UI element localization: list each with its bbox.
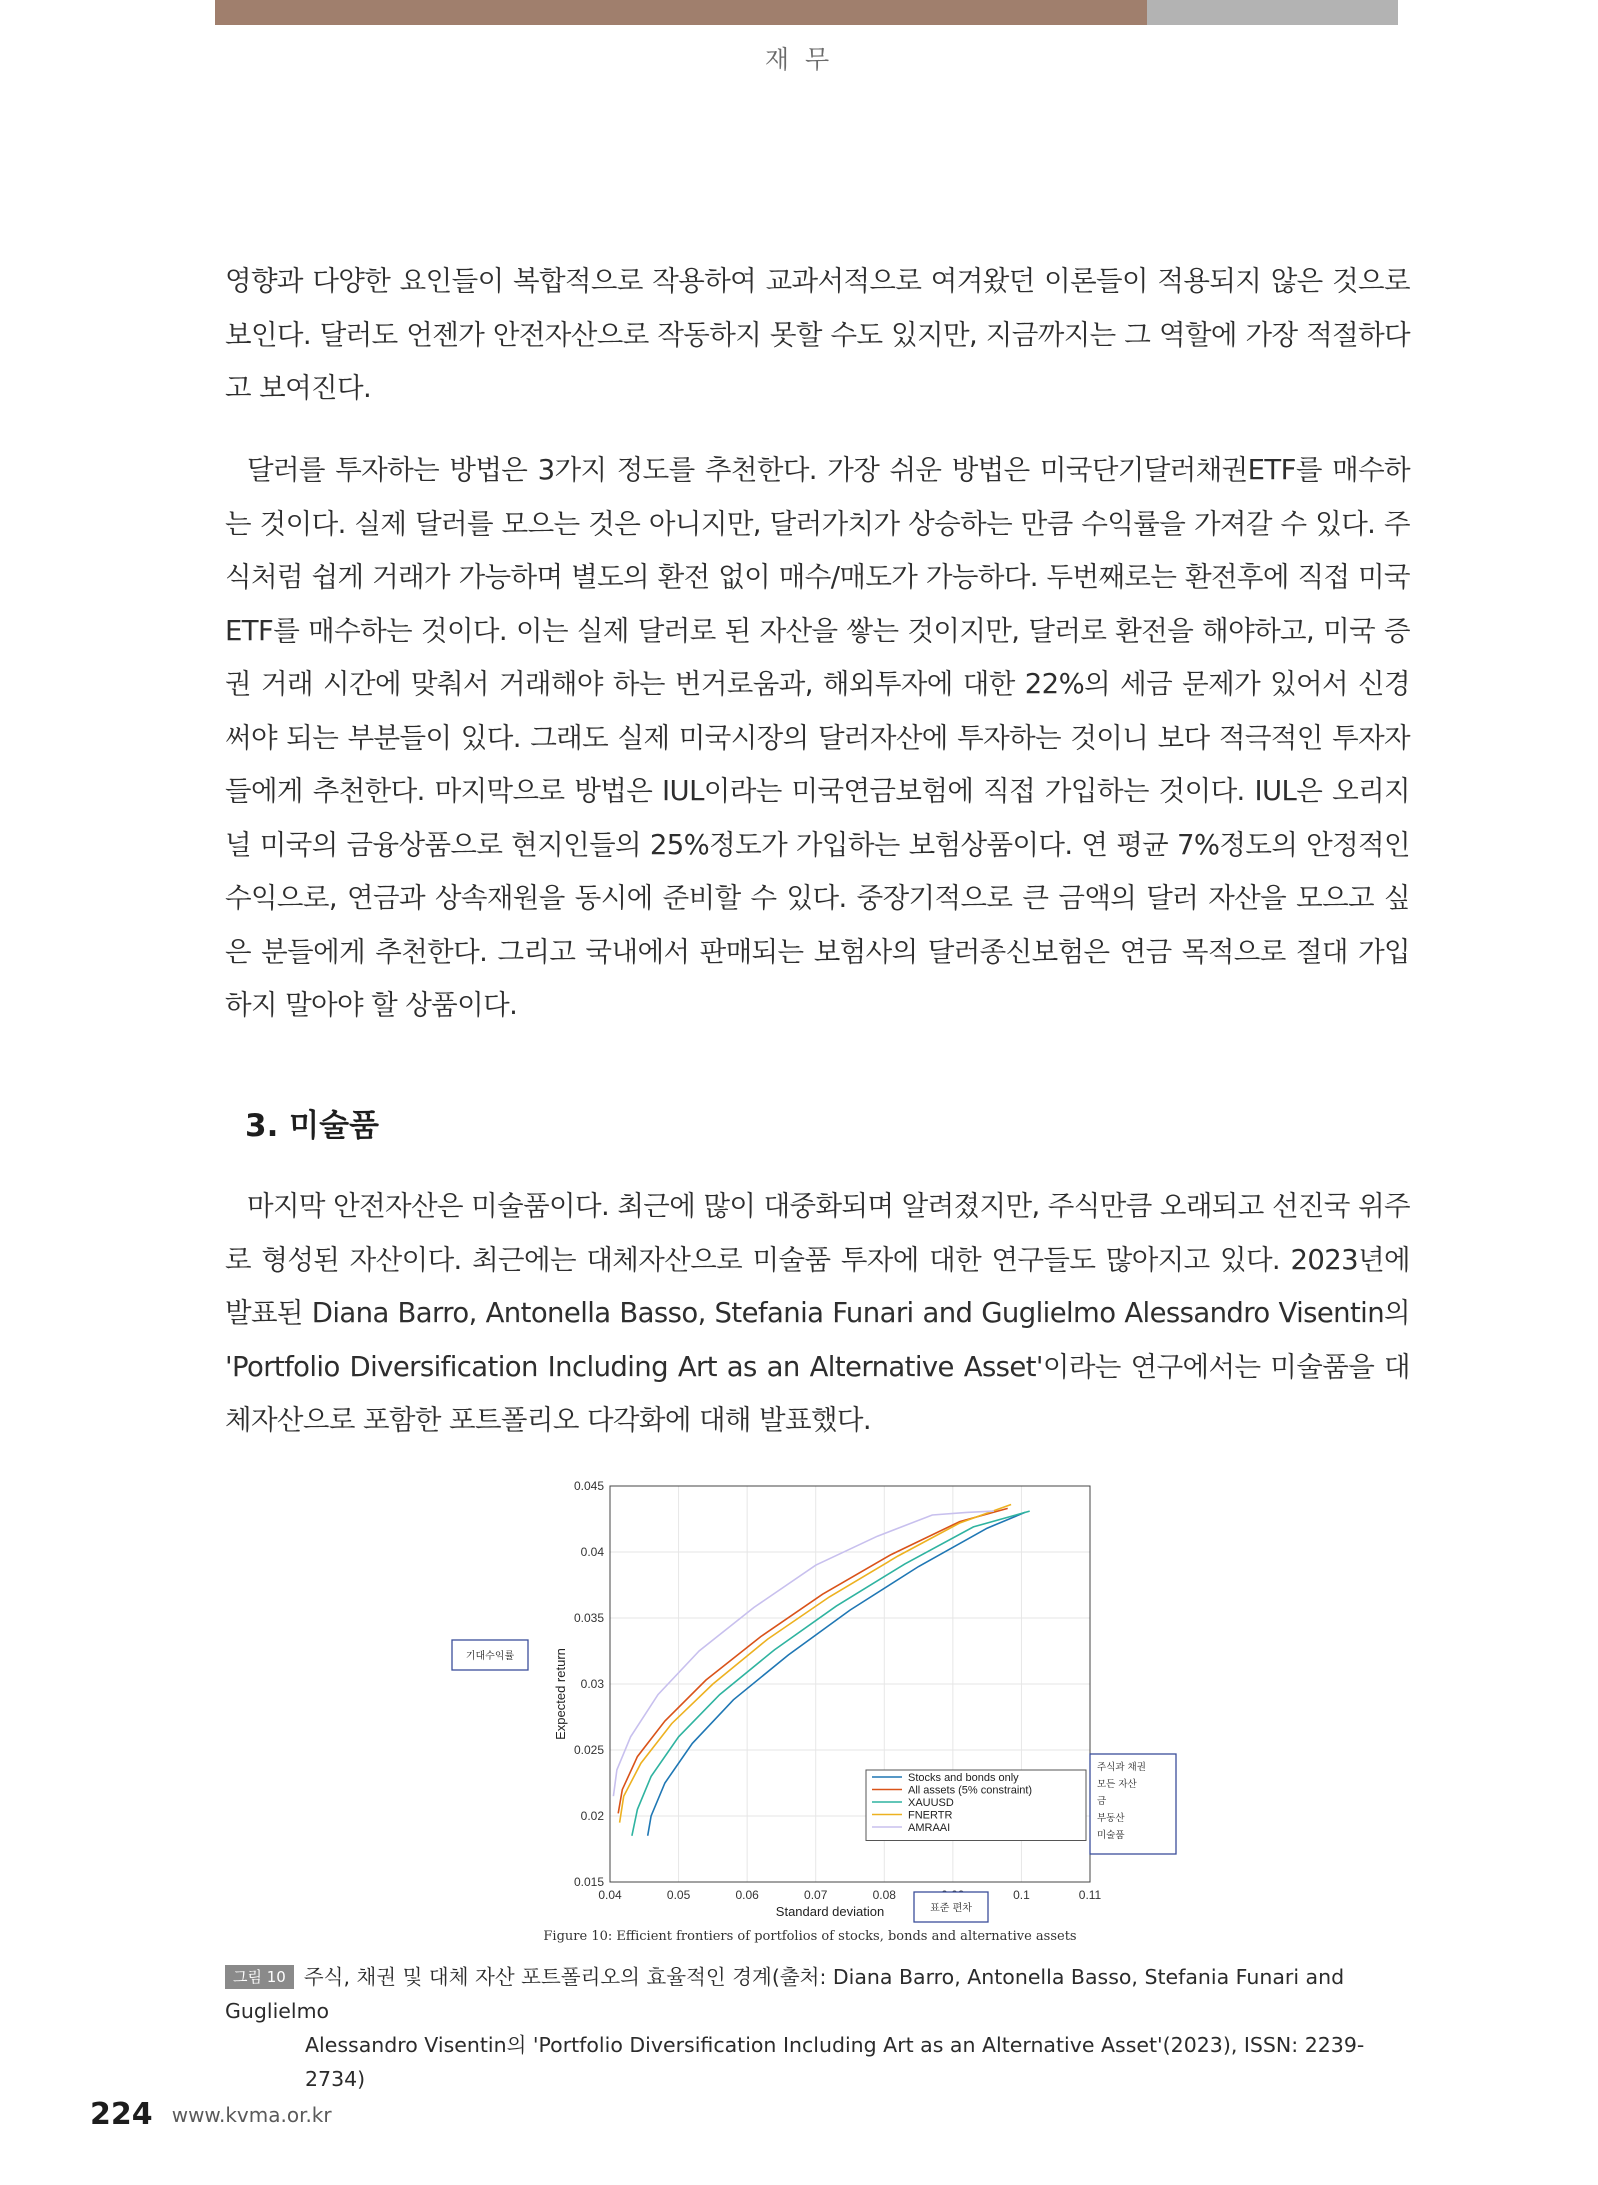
caption-line-1: 주식, 채권 및 대체 자산 포트폴리오의 효율적인 경계(출처: Diana Barro, Antonella Basso, Stefania Funari and Guglielmo bbox=[225, 1965, 1345, 2023]
series-line bbox=[618, 1508, 1008, 1813]
y-tick-labels bbox=[574, 1479, 604, 1889]
annotation-text: 표준 편차 bbox=[930, 1903, 972, 1914]
x-tick-label: 0.04 bbox=[598, 1888, 622, 1902]
annotation-text: 모든 자산 bbox=[1097, 1779, 1137, 1790]
efficient-frontier-chart bbox=[440, 1478, 1180, 1948]
page-number: 224 bbox=[90, 2097, 153, 2132]
annotation-text: 미술품 bbox=[1097, 1830, 1125, 1841]
paragraph-1: 영향과 다양한 요인들이 복합적으로 작용하여 교과서적으로 여겨왔던 이론들이 적용되지 않은 것으로 보인다. 달러도 언젠가 안전자산으로 작동하지 못할 수도 있지만, 지금까지는 그 역할에 가장 적절하다고 보여진다. bbox=[225, 265, 1410, 404]
article-body-dollar bbox=[225, 444, 1410, 1033]
annotation-text: 기대수익률 bbox=[465, 1651, 515, 1662]
caption-line-2: Alessandro Visentin의 'Portfolio Diversification Including Art as an Alternative Asset'(2023), ISSN: 2239-2734) bbox=[305, 2033, 1365, 2091]
article-body-art bbox=[225, 1180, 1410, 1448]
xlabel-annotation-box bbox=[914, 1892, 988, 1922]
article-body-top bbox=[225, 255, 1410, 416]
annotation-text: 부동산 bbox=[1097, 1813, 1125, 1824]
figure-caption bbox=[225, 1960, 1415, 2096]
chart-legend bbox=[866, 1770, 1086, 1841]
paragraph-3: 마지막 안전자산은 미술품이다. 최근에 많이 대중화되며 알려졌지만, 주식만큼 오래되고 선진국 위주로 형성된 자산이다. 최근에는 대체자산으로 미술품 투자에 대한 연구들도 많아지고 있다. 2023년에 발표된 Diana Barro, Antonella Basso, Stefania Funari and Guglielmo Alessandro Visentin의 'Portfolio Diversification Including Art as an Alternative Asset'이라는 연구에서는 미술품을 대체자산으로 포함한 포트폴리오 다각화에 대해 발표했다. bbox=[225, 1190, 1410, 1436]
section-heading: 3. 미술품 bbox=[245, 1108, 379, 1144]
x-axis-label: Standard deviation bbox=[775, 1904, 885, 1919]
x-tick-label: 0.06 bbox=[735, 1888, 759, 1902]
figure-title: Figure 10: Efficient frontiers of portfolios of stocks, bonds and alternative assets bbox=[543, 1929, 1077, 1944]
y-tick-label: 0.03 bbox=[580, 1677, 604, 1691]
header-bar-brown bbox=[215, 0, 1147, 25]
series-line bbox=[613, 1511, 994, 1796]
x-tick-label: 0.08 bbox=[872, 1888, 896, 1902]
y-tick-label: 0.045 bbox=[573, 1479, 604, 1493]
header-bar-gray bbox=[1147, 0, 1398, 25]
ylabel-annotation-box bbox=[452, 1640, 528, 1670]
x-tick-label: 0.1 bbox=[1013, 1888, 1030, 1902]
x-tick-label: 0.05 bbox=[666, 1888, 691, 1902]
x-tick-label: 0.07 bbox=[804, 1888, 828, 1902]
section-label: 재 무 bbox=[764, 45, 834, 74]
x-tick-label: 0.11 bbox=[1078, 1888, 1102, 1902]
annotation-text: 주식과 채권 bbox=[1097, 1762, 1146, 1773]
legend-label: FNERTR bbox=[908, 1809, 953, 1822]
y-tick-label: 0.015 bbox=[573, 1875, 604, 1889]
y-axis-label: Expected return bbox=[553, 1648, 568, 1740]
page-footer bbox=[90, 2097, 332, 2132]
y-tick-label: 0.04 bbox=[580, 1545, 604, 1559]
legend-annotation-box bbox=[1090, 1754, 1176, 1854]
paragraph-2: 달러를 투자하는 방법은 3가지 정도를 추천한다. 가장 쉬운 방법은 미국단기달러채권ETF를 매수하는 것이다. 실제 달러를 모으는 것은 아니지만, 달러가치가 상승하는 만큼 수익률을 가져갈 수 있다. 주식처럼 쉽게 거래가 가능하며 별도의 환전 없이 매수/매도가 가능하다. 두번째로는 환전후에 직접 미국 ETF를 매수하는 것이다. 이는 실제 달러로 된 자산을 쌓는 것이지만, 달러로 환전을 해야하고, 미국 증권 거래 시간에 맞춰서 거래해야 하는 번거로움과, 해외투자에 대한 22%의 세금 문제가 있어서 신경써야 되는 부분들이 있다. 그래도 실제 미국시장의 달러자산에 투자하는 것이니 보다 적극적인 투자자들에게 추천한다. 마지막으로 방법은 IUL이라는 미국연금보험에 직접 가입하는 것이다. IUL은 오리지널 미국의 금융상품으로 현지인들의 25%정도가 가입하는 보험상품이다. 연 평균 7%정도의 안정적인 수익으로, 연금과 상속재원을 동시에 준비할 수 있다. 중장기적으로 큰 금액의 달러 자산을 모으고 싶은 분들에게 추천한다. 그리고 국내에서 판매되는 보험사의 달러종신보험은 연금 목적으로 절대 가입하지 말아야 할 상품이다. bbox=[225, 454, 1410, 1021]
website-link[interactable]: www.kvma.or.kr bbox=[171, 2102, 332, 2127]
legend-label: XAUUSD bbox=[908, 1797, 954, 1809]
y-tick-label: 0.025 bbox=[573, 1743, 604, 1757]
caption-badge: 그림 10 bbox=[225, 1965, 294, 1989]
y-tick-label: 0.02 bbox=[580, 1809, 604, 1823]
legend-label: AMRAAI bbox=[908, 1822, 951, 1834]
y-tick-label: 0.035 bbox=[573, 1611, 604, 1625]
figure bbox=[440, 1478, 1180, 1948]
header-color-bar bbox=[215, 0, 1398, 25]
annotation-text: 금 bbox=[1097, 1796, 1107, 1807]
legend-label: Stocks and bonds only bbox=[908, 1772, 1019, 1784]
x-tick-labels bbox=[598, 1888, 1101, 1902]
legend-label: All assets (5% constraint) bbox=[908, 1784, 1033, 1797]
